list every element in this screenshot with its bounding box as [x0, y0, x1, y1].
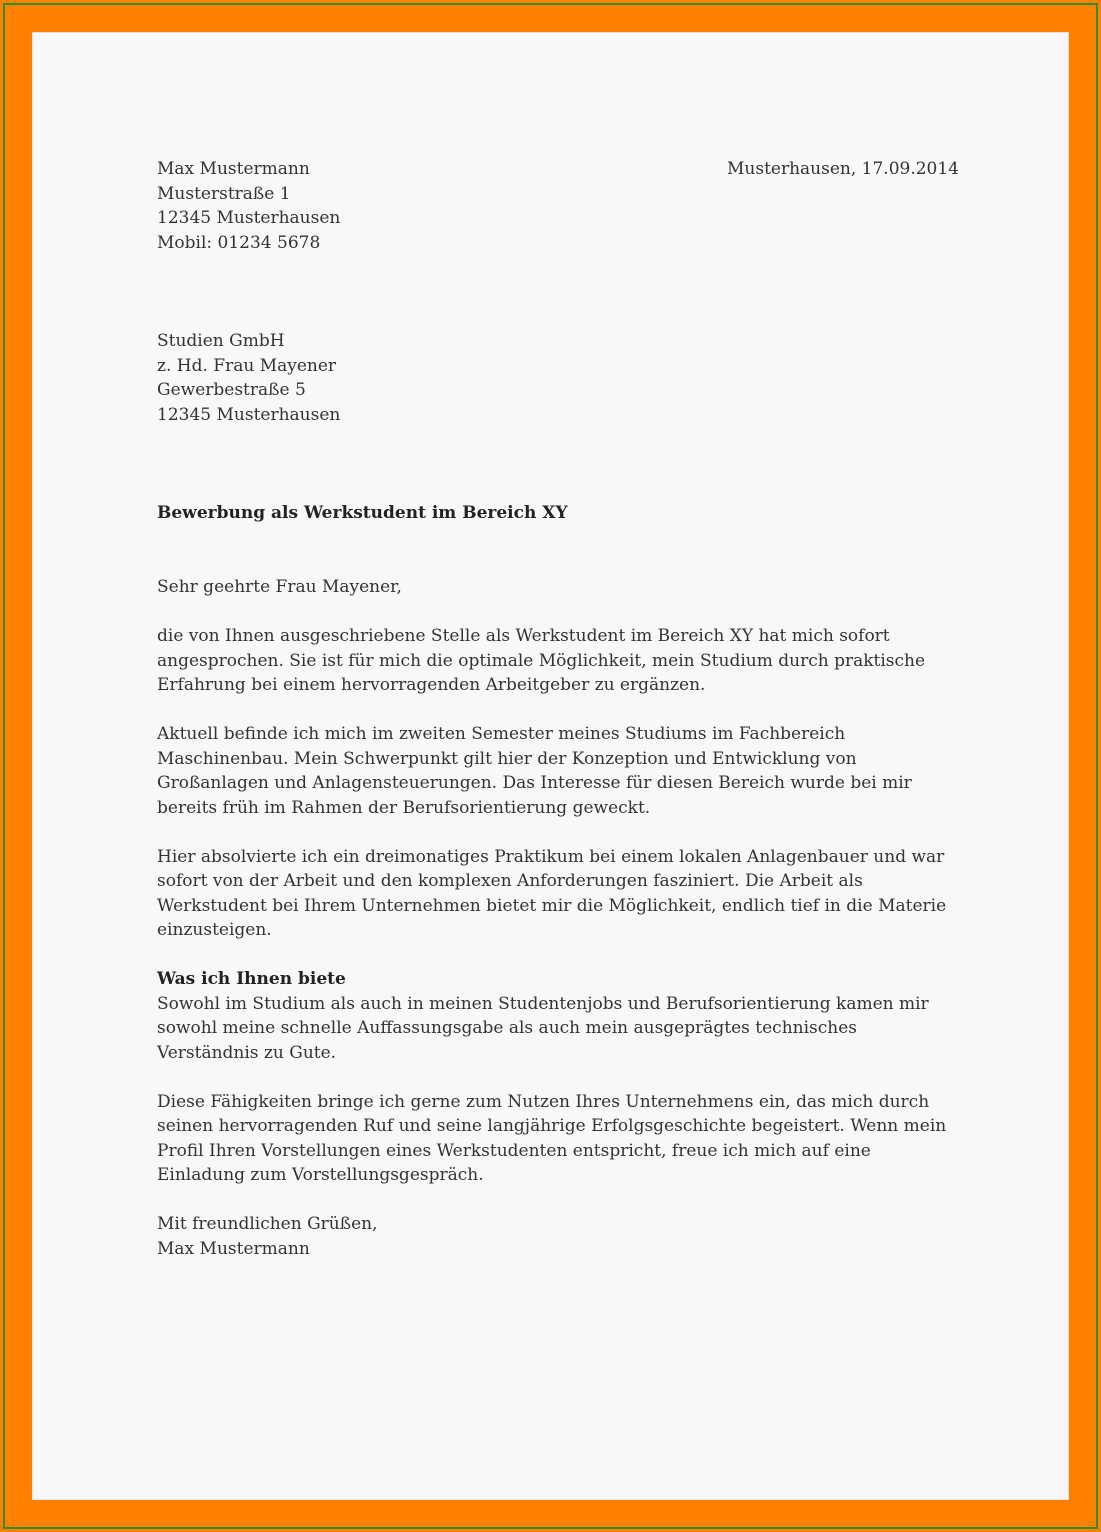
letter-page — [32, 32, 1069, 1500]
sender-street: Musterstraße 1 — [157, 183, 291, 204]
body-paragraph: Aktuell befinde ich mich im zweiten Semester meines Studiums im Fachbereich Maschinenbau. Mein Schwerpunkt gilt hier der Konzeption und Entwicklung von Großanlagen und Anlagensteuerungen. Das Interesse für diesen Bereich wurde bei mir bereits früh im Rahmen der Berufsorientierung geweckt. — [157, 724, 912, 818]
body-paragraph: Hier absolvierte ich ein dreimonatiges Praktikum bei einem lokalen Anlagenbauer und war sofort von der Arbeit und den komplexen Anforderungen fasziniert. Die Arbeit als Werkstudent bei Ihrem Unternehmen bietet mir die Möglichkeit, endlich tief in die Materie einzusteigen. — [157, 846, 947, 940]
place-date: Musterhausen, 17.09.2014 — [726, 159, 959, 179]
recipient-attention: z. Hd. Frau Mayener — [157, 355, 337, 376]
recipient-address — [157, 329, 577, 427]
recipient-company: Studien GmbH — [157, 331, 285, 351]
salutation: Sehr geehrte Frau Mayener, — [157, 577, 402, 597]
signature-name: Max Mustermann — [157, 1238, 310, 1259]
sender-address — [157, 157, 577, 255]
closing-block — [157, 1212, 959, 1261]
letter-body — [157, 575, 959, 1261]
subject-line: Bewerbung als Werkstudent im Bereich XY — [157, 503, 568, 523]
sender-name: Max Mustermann — [157, 159, 310, 179]
closing-greeting: Mit freundlichen Grüßen, — [157, 1214, 378, 1234]
section-heading: Was ich Ihnen biete — [157, 969, 346, 989]
sender-city: 12345 Musterhausen — [157, 208, 341, 228]
sender-phone: Mobil: 01234 5678 — [157, 232, 321, 253]
recipient-street: Gewerbestraße 5 — [157, 380, 306, 400]
body-paragraph: die von Ihnen ausgeschriebene Stelle als Werkstudent im Bereich XY hat mich sofort angesprochen. Sie ist für mich die optimale Möglichkeit, mein Studium durch praktische Erfahrung bei einem hervorragenden Arbeitgeber zu ergänzen. — [157, 626, 926, 695]
body-paragraph: Diese Fähigkeiten bringe ich gerne zum Nutzen Ihres Unternehmens ein, das mich durch seinen hervorragenden Ruf und seine langjährige Erfolgsgeschichte begeistert. Wenn mein Profil Ihren Vorstellungen eines Werkstudenten entspricht, freue ich mich auf eine Einladung zum Vorstellungsgespräch. — [157, 1091, 947, 1185]
body-paragraph: Sowohl im Studium als auch in meinen Studentenjobs und Berufsorientierung kamen mir sowohl meine schnelle Auffassungsgabe als auch mein ausgeprägtes technisches Verständnis zu Gute. — [157, 993, 929, 1063]
recipient-city: 12345 Musterhausen — [157, 404, 341, 425]
